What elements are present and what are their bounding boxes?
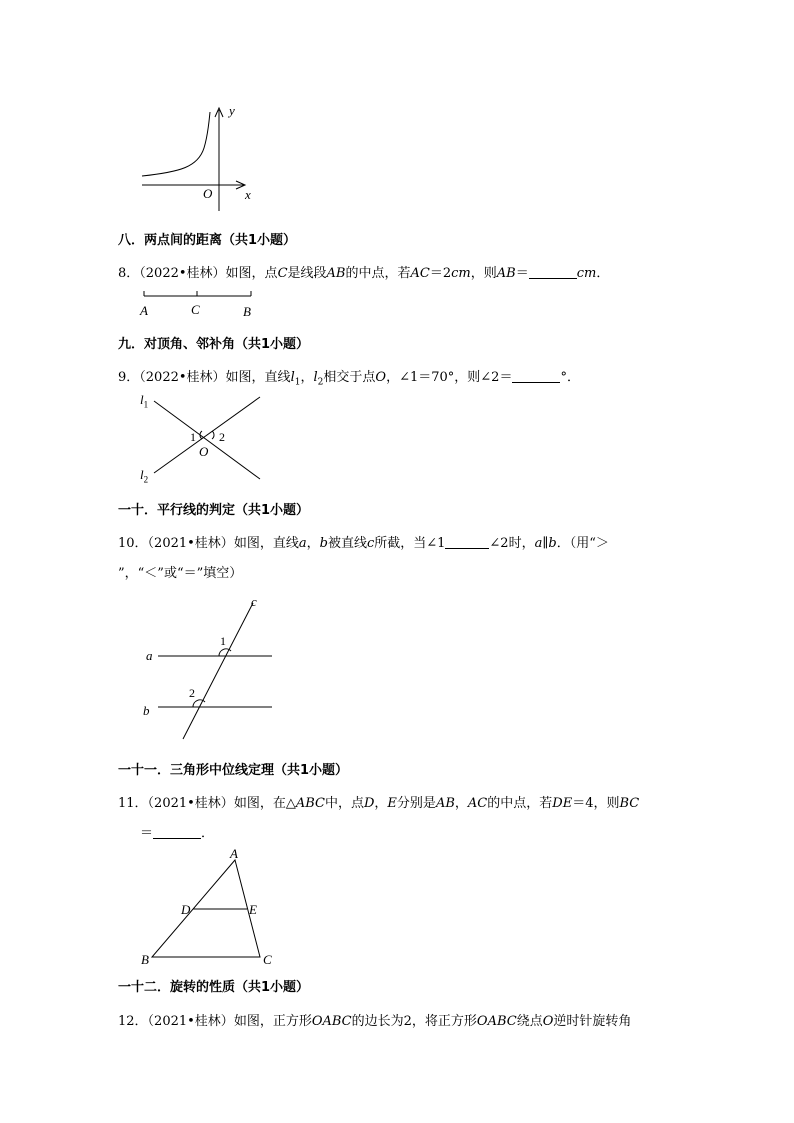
q12-text: 绕点 <box>516 1014 543 1029</box>
section8-heading: 八．两点间的距离（共1小题） <box>118 233 297 248</box>
q11-text: ＝ <box>140 826 154 841</box>
section10-heading: 一十．平行线的判定（共1小题） <box>118 503 310 518</box>
q8-text: 的中点，若 <box>345 266 411 281</box>
angle2-label: 2 <box>219 430 225 444</box>
parallel-lines-figure <box>150 594 290 744</box>
point-d-label: D <box>181 902 191 917</box>
angle2-arc <box>212 431 214 439</box>
q9-text: 相交于点 <box>323 370 376 385</box>
q11-text: 中，点 <box>324 796 364 811</box>
question-10-line2: ”，“＜”或“＝”填空） <box>118 566 243 581</box>
q10-text: ．（用“＞ <box>556 536 609 551</box>
q8-unit: cm <box>576 266 597 281</box>
q11-text: ， <box>374 796 388 811</box>
q9-source: （2022•桂林） <box>139 370 226 385</box>
question-8 <box>118 262 609 281</box>
q9-text: °． <box>560 370 580 385</box>
q9-sub: 1 <box>294 377 301 388</box>
q11-var: D <box>363 796 375 811</box>
x-axis-label: x <box>245 187 251 202</box>
q10-var: a <box>298 536 307 551</box>
q10-var: c <box>366 536 375 551</box>
angle1-label: 1 <box>220 634 226 648</box>
q10-source: （2021•桂林） <box>147 536 234 551</box>
q11-answer-blank[interactable] <box>153 826 201 839</box>
q11-var: E <box>387 796 397 811</box>
q12-text: 的边长为2，将正方形 <box>351 1014 477 1029</box>
q10-text: 被直线 <box>327 536 367 551</box>
point-b-label: B <box>243 304 251 319</box>
q9-number: 9． <box>118 370 140 385</box>
q10-answer-blank[interactable] <box>445 536 489 549</box>
q8-text: ＝2 <box>429 266 452 281</box>
point-a-label: A <box>140 303 148 318</box>
q9-var: O <box>375 370 387 385</box>
q11-var: BC <box>619 796 640 811</box>
q11-text: 的中点，若 <box>487 796 553 811</box>
line-a-label: a <box>146 648 153 663</box>
y-axis-label: y <box>229 103 235 118</box>
q9-text: 如图，直线 <box>225 370 291 385</box>
q8-source: （2022•桂林） <box>139 266 226 281</box>
question-9 <box>118 366 580 388</box>
q12-var: O <box>542 1014 554 1029</box>
q11-var: AC <box>467 796 488 811</box>
l2-sub: 2 <box>143 474 149 485</box>
q10-number: 10． <box>118 536 148 551</box>
q10-text: 所截，当∠1 <box>374 536 446 551</box>
hyperbola-curve <box>142 112 210 176</box>
q11-source: （2021•桂林） <box>147 796 234 811</box>
q11-text: ． <box>201 826 215 841</box>
line-c-label: c <box>251 594 257 609</box>
q11-text: ， <box>454 796 468 811</box>
q9-answer-blank[interactable] <box>512 370 560 383</box>
q8-var: AC <box>410 266 430 281</box>
q8-text: 是线段 <box>287 266 327 281</box>
q9-sub: 2 <box>317 377 324 388</box>
q11-number: 11． <box>118 796 148 811</box>
point-a-label: A <box>230 846 238 861</box>
point-b-label: B <box>141 952 149 967</box>
point-e-label: E <box>249 902 257 917</box>
l1-letter: l <box>140 392 144 407</box>
l2-letter: l <box>140 467 144 482</box>
q9-text: ， <box>300 370 314 385</box>
q8-text: 如图，点 <box>225 266 278 281</box>
q12-var: OABC <box>476 1014 517 1029</box>
hyperbola-graph <box>140 100 280 220</box>
section12-heading: 一十二．旋转的性质（共1小题） <box>118 980 310 995</box>
point-o-label: O <box>199 444 209 459</box>
question-12 <box>118 1010 631 1029</box>
q10-text: ∠2时， <box>489 536 535 551</box>
l1-sub: 1 <box>143 399 149 410</box>
angle2-label: 2 <box>189 686 195 700</box>
line-l2-label <box>140 467 148 485</box>
q10-var: b <box>319 536 328 551</box>
q11-text: ＝4，则 <box>572 796 620 811</box>
q12-var: OABC <box>311 1014 352 1029</box>
q8-text: ，则 <box>470 266 497 281</box>
q11-var: AB <box>435 796 455 811</box>
point-c-label: C <box>263 952 272 967</box>
line-b-label: b <box>143 703 150 718</box>
line-l1-label <box>140 392 148 410</box>
question-11-line1 <box>118 792 639 811</box>
origin-label: O <box>203 186 213 201</box>
section11-heading: 一十一．三角形中位线定理（共1小题） <box>118 763 349 778</box>
angle1-label: 1 <box>190 430 196 444</box>
intersecting-lines-figure <box>140 393 270 488</box>
q8-var: AB <box>326 266 346 281</box>
q11-var: ABC <box>295 796 325 811</box>
question-11-line2 <box>140 822 214 841</box>
question-10-line1 <box>118 532 609 551</box>
line-l2 <box>154 397 260 473</box>
q9-var: l <box>313 370 318 385</box>
point-c-label: C <box>191 302 200 317</box>
q8-number: 8． <box>118 266 140 281</box>
q12-number: 12． <box>118 1014 148 1029</box>
q10-text: ， <box>306 536 320 551</box>
q12-text: 逆时针旋转角 <box>553 1014 632 1029</box>
q9-var: l <box>290 370 295 385</box>
q8-var: AB <box>496 266 516 281</box>
q8-answer-blank[interactable] <box>529 266 577 279</box>
q9-text: ，∠1＝70°，则∠2＝ <box>386 370 513 385</box>
q11-text: 如图，在△ <box>233 796 296 811</box>
line-c <box>183 603 253 739</box>
q10-var: a <box>534 536 543 551</box>
q8-text: ． <box>596 266 610 281</box>
q8-var: C <box>277 266 288 281</box>
q12-source: （2021•桂林） <box>147 1014 234 1029</box>
q8-unit: cm <box>451 266 471 281</box>
line-l1 <box>154 401 260 479</box>
angle1-arc <box>219 649 231 656</box>
q10-text: ∥ <box>542 536 549 551</box>
q11-text: 分别是 <box>396 796 436 811</box>
q12-text: 如图，正方形 <box>233 1014 312 1029</box>
segment-figure <box>140 288 260 302</box>
q11-var: DE <box>552 796 573 811</box>
section9-heading: 九．对顶角、邻补角（共1小题） <box>118 337 310 352</box>
q8-text: ＝ <box>515 266 529 281</box>
q10-var: b <box>548 536 557 551</box>
q10-text: 如图，直线 <box>233 536 299 551</box>
